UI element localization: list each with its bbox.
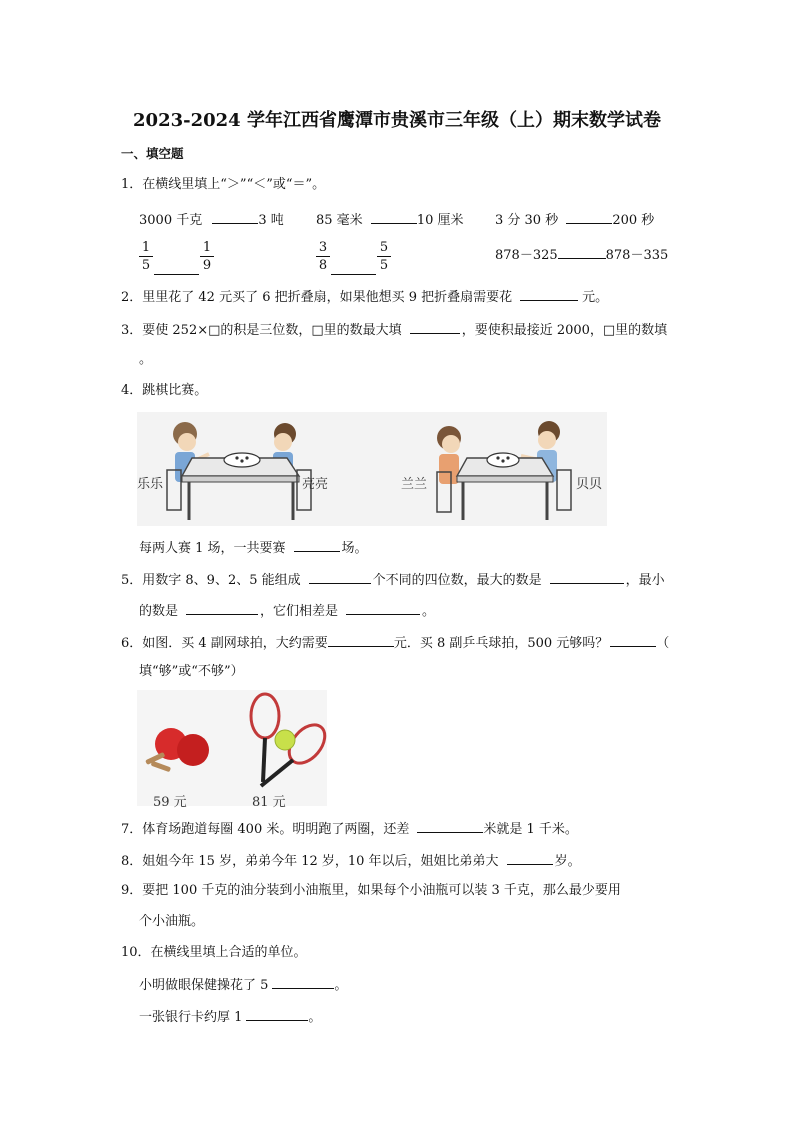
rackets-illustration [137, 690, 327, 806]
q10-text-b: 一张银行卡约厚 1 [139, 1010, 243, 1025]
q1-a-left: 3000 千克 [139, 213, 203, 228]
q5-text-4: 的数是 [139, 604, 179, 619]
answer-blank[interactable] [212, 211, 258, 224]
q5-text: 5．用数字 8、9、2、5 能组成 [121, 573, 301, 588]
q7 [121, 820, 578, 838]
answer-blank[interactable] [371, 211, 417, 224]
fraction: 5 5 [377, 240, 391, 273]
answer-blank[interactable] [331, 274, 376, 275]
checkers-game-illustration [137, 412, 607, 526]
q5-text-3: ，最小 [625, 573, 665, 588]
fraction: 1 5 [139, 240, 153, 273]
q4-question [139, 539, 368, 557]
q2-text-end: 元。 [582, 290, 609, 305]
answer-blank[interactable] [566, 211, 612, 224]
answer-blank[interactable] [246, 1008, 308, 1021]
q4-text-end: 场。 [341, 541, 368, 556]
q8-text-end: 岁。 [554, 854, 581, 869]
q5-text-6: 。 [422, 604, 436, 619]
q3-line2: 。 [139, 352, 153, 367]
q1-c-right: 200 秒 [612, 213, 655, 228]
q2 [121, 288, 608, 306]
player-name-lanlan: 兰兰 [401, 477, 428, 492]
answer-blank[interactable] [309, 571, 371, 584]
q6-line1 [121, 634, 669, 652]
q1-b-right: 10 厘米 [416, 213, 464, 228]
q6-line2: 填“够”或“不够”） [139, 664, 244, 679]
q3-line1 [121, 321, 667, 339]
q9-line2: 个小油瓶。 [139, 914, 205, 929]
fraction: 1 9 [200, 240, 214, 273]
q5-line2 [139, 602, 435, 620]
answer-blank[interactable] [417, 820, 483, 833]
q6-text: 6．如图．买 4 副网球拍，大约需要 [121, 636, 328, 651]
q9-line1: 9．要把 100 千克的油分装到小油瓶里，如果每个小油瓶可以装 3 千克，那么最少要用 [121, 883, 621, 898]
answer-blank[interactable] [186, 602, 258, 615]
q1-c-left: 3 分 30 秒 [495, 213, 559, 228]
section-heading: 一、填空题 [121, 146, 184, 161]
q3-text-2: ，要使积最接近 2000，□里的数填 [461, 323, 668, 338]
answer-blank[interactable] [328, 634, 394, 647]
q1-sub-left: 878－325 [495, 248, 558, 263]
q3-text: 3．要使 252×□的积是三位数，□里的数最大填 [121, 323, 402, 338]
price-pingpong: 59 元 [153, 795, 187, 810]
player-name-liangliang: 亮亮 [302, 477, 329, 492]
q10-item-a [139, 976, 347, 994]
price-tennis: 81 元 [252, 795, 286, 810]
q1-item-a [139, 211, 284, 229]
answer-blank[interactable] [558, 246, 606, 259]
answer-blank[interactable] [550, 571, 624, 584]
q1-item-subtraction [495, 246, 668, 264]
q4-text: 每两人赛 1 场，一共要赛 [139, 541, 286, 556]
answer-blank[interactable] [507, 852, 553, 865]
q10-item-b [139, 1008, 321, 1026]
q1-item-b [316, 211, 464, 229]
answer-blank[interactable] [272, 976, 334, 989]
page-title: 2023-2024 学年江西省鹰潭市贵溪市三年级（上）期末数学试卷 [133, 110, 661, 131]
answer-blank[interactable] [520, 288, 578, 301]
q1-b-left: 85 毫米 [316, 213, 363, 228]
answer-blank[interactable] [346, 602, 420, 615]
q6-text-3: （ [656, 636, 670, 651]
q10-text-a: 小明做眼保健操花了 5 [139, 978, 269, 993]
fraction: 3 8 [316, 240, 330, 273]
q1-stem: 1．在横线里填上“＞”“＜”或“＝”。 [121, 177, 326, 192]
q8 [121, 852, 581, 870]
q1-item-c [495, 211, 654, 229]
q5-line1 [121, 571, 665, 589]
q7-text: 7．体育场跑道每圈 400 米。明明跑了两圈，还差 [121, 822, 410, 837]
q2-text: 2．里里花了 42 元买了 6 把折叠扇，如果他想买 9 把折叠扇需要花 [121, 290, 513, 305]
q10-text-b-end: 。 [308, 1010, 322, 1025]
q4-stem: 4．跳棋比赛。 [121, 383, 208, 398]
answer-blank[interactable] [154, 274, 199, 275]
player-name-beibei: 贝贝 [576, 477, 603, 492]
answer-blank[interactable] [410, 321, 460, 334]
answer-blank[interactable] [610, 634, 656, 647]
q8-text: 8．姐姐今年 15 岁，弟弟今年 12 岁，10 年以后，姐姐比弟弟大 [121, 854, 499, 869]
q10-text-a-end: 。 [334, 978, 348, 993]
player-name-lele: 乐乐 [137, 477, 164, 492]
q5-text-5: ，它们相差是 [260, 604, 339, 619]
q5-text-2: 个不同的四位数，最大的数是 [372, 573, 542, 588]
q7-text-end: 米就是 1 千米。 [483, 822, 578, 837]
q6-text-2: 元．买 8 副乒乓球拍，500 元够吗？ [393, 636, 609, 651]
q10-stem: 10．在横线里填上合适的单位。 [121, 945, 307, 960]
answer-blank[interactable] [294, 539, 340, 552]
q1-sub-right: 878－335 [605, 248, 669, 263]
q1-a-right: 3 吨 [258, 213, 284, 228]
